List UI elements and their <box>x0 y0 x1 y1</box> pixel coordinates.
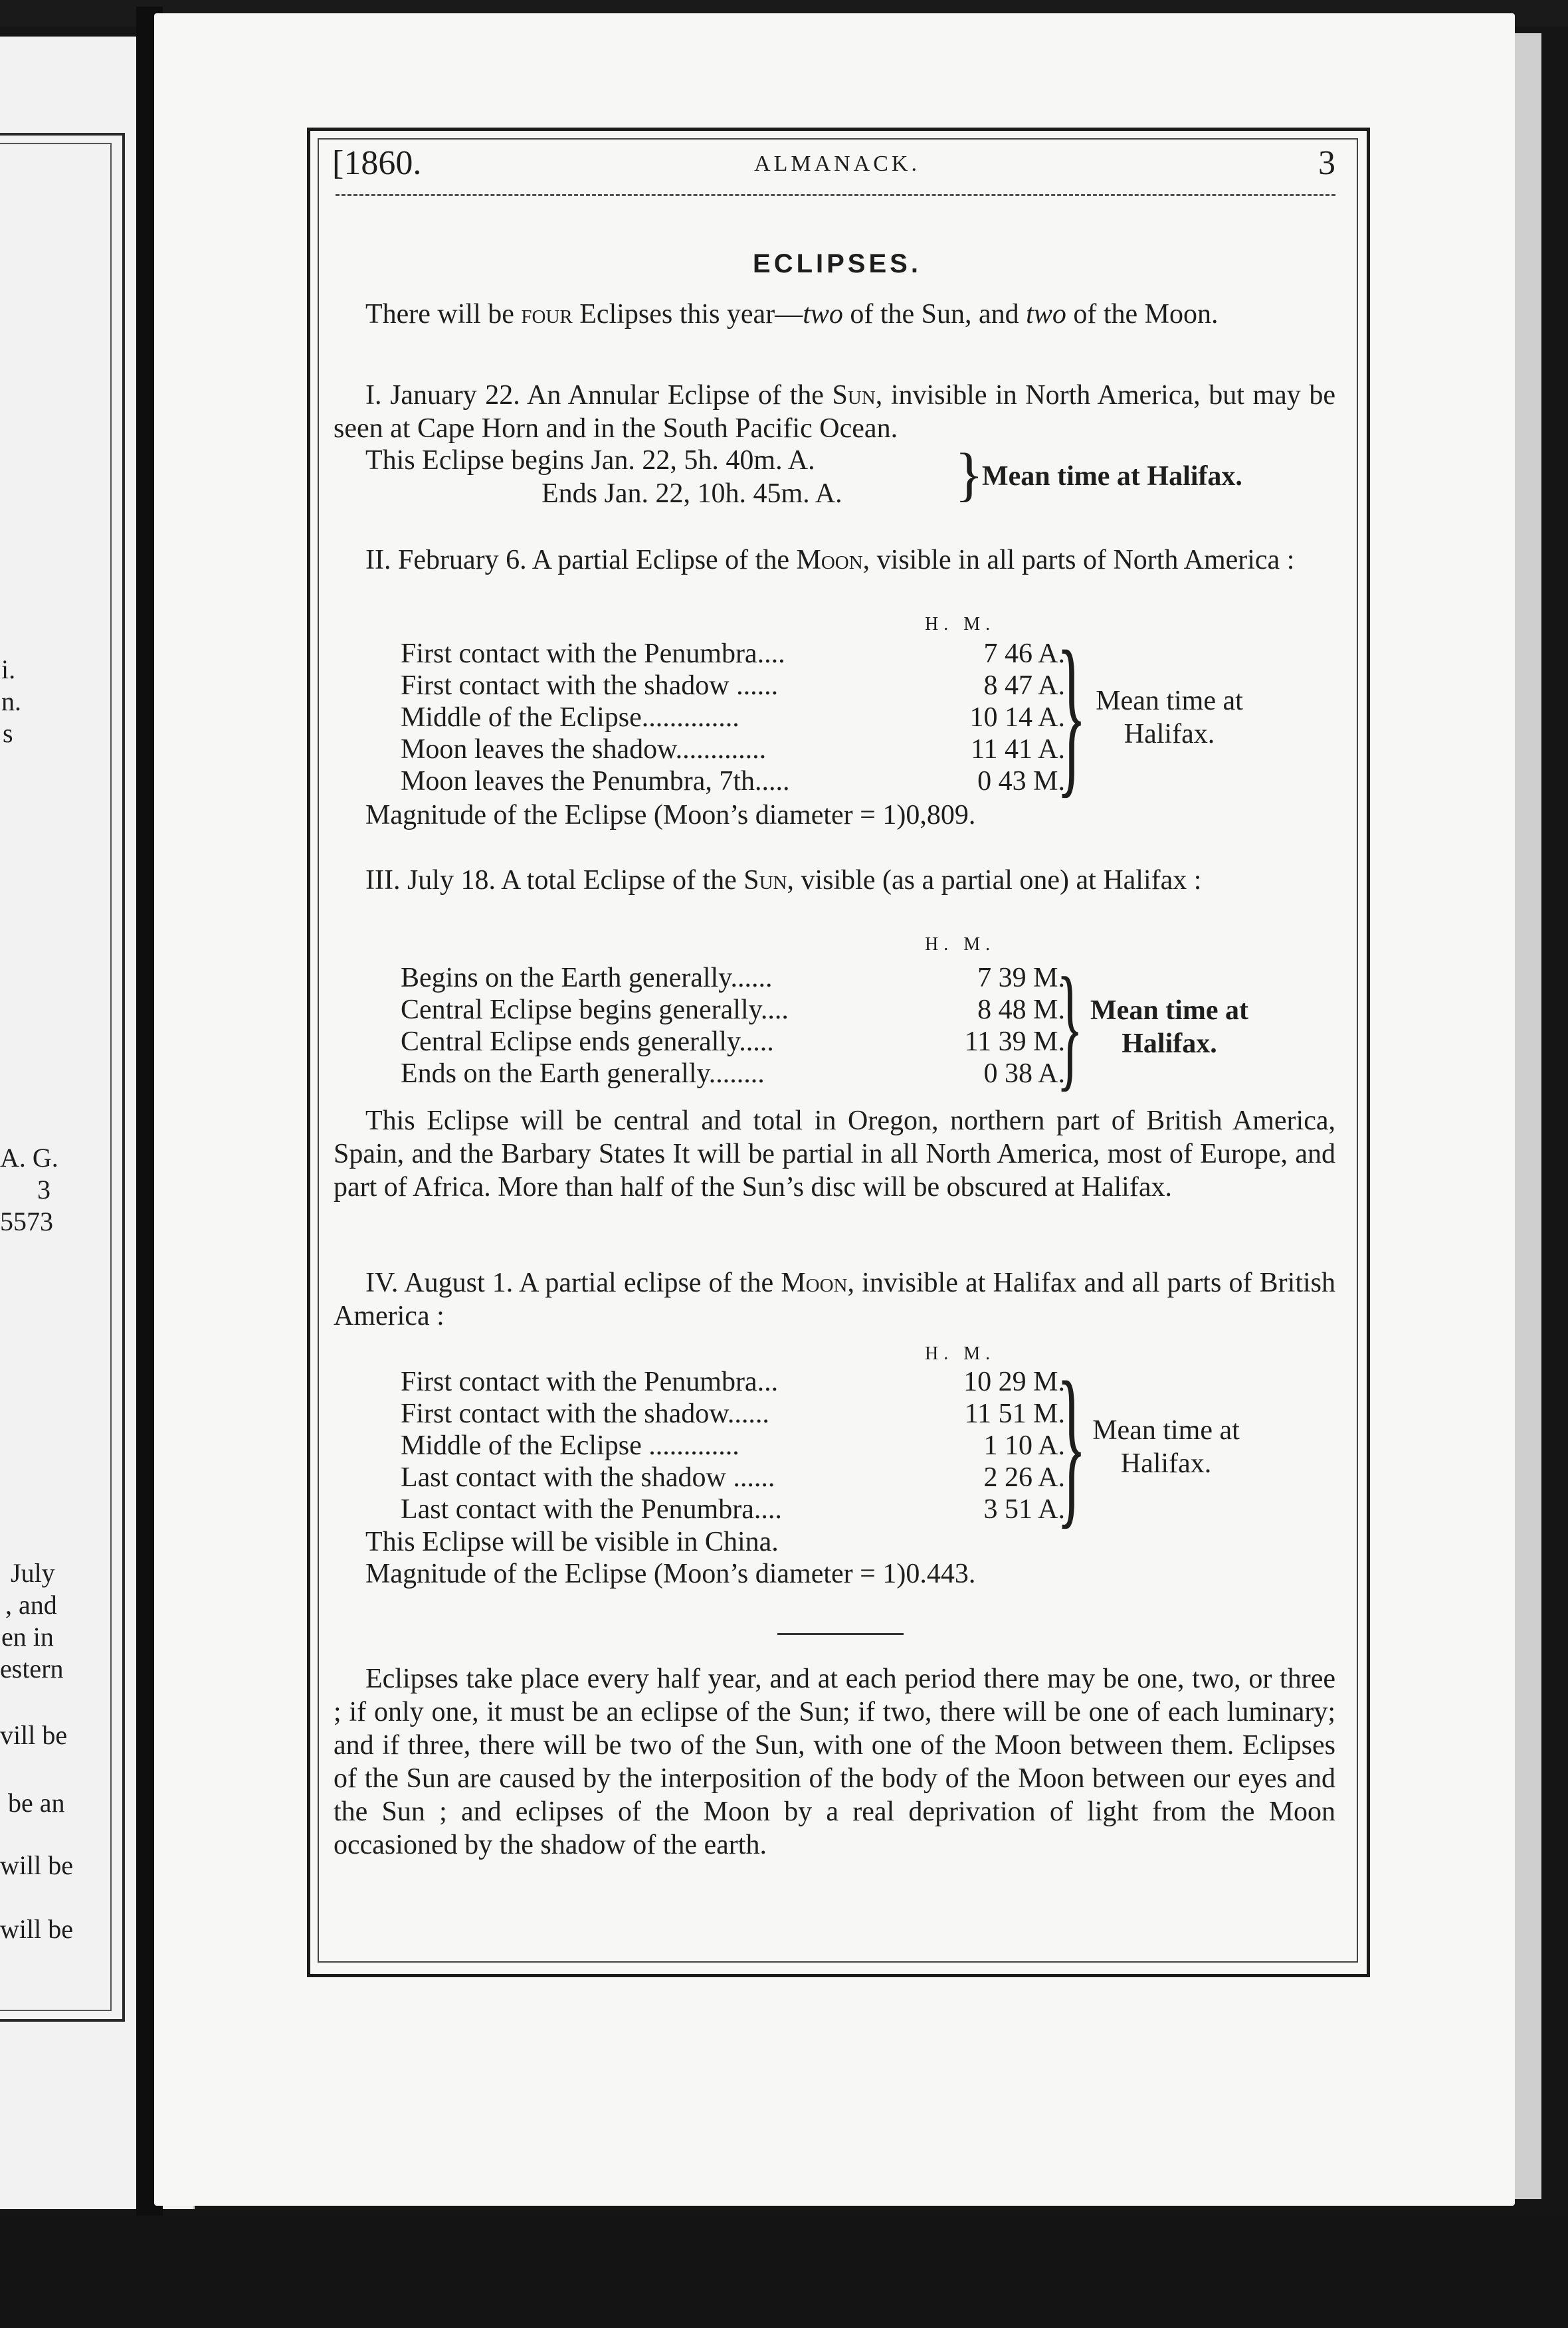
contact-time: 10 14 A. <box>969 702 1065 733</box>
eclipse-1-ends: Ends Jan. 22, 10h. 45m. A. <box>541 478 842 509</box>
left-fragment: A. G. <box>0 1143 58 1173</box>
intro-four: four <box>521 299 573 330</box>
contact-time: 8 48 M. <box>977 995 1065 1025</box>
brace-icon: } <box>1056 949 1084 1104</box>
contact-label: Begins on the Earth generally...... <box>401 963 773 993</box>
contact-label: First contact with the shadow...... <box>401 1399 769 1429</box>
eclipse-3-mean-time-note: Mean time at Halifax. <box>1090 995 1248 1059</box>
eclipse-3-sun: Sun <box>743 865 787 896</box>
section-title: ECLIPSES. <box>753 249 922 278</box>
eclipse-4-text: IV. August 1. A partial eclipse of the <box>365 1268 781 1298</box>
intro-text: Eclipses this year— <box>572 299 803 330</box>
contact-time: 11 41 A. <box>971 734 1065 765</box>
eclipse-2-moon: Moon <box>796 545 863 575</box>
eclipse-4-paragraph <box>334 1266 1335 1333</box>
eclipse-4-china: This Eclipse will be visible in China. <box>365 1527 779 1557</box>
brace-icon: } <box>1056 615 1087 813</box>
eclipse-4-hm-header: H. M. <box>925 1343 996 1364</box>
left-fragment: i. <box>1 654 16 684</box>
header-year: [1860. <box>332 144 422 182</box>
eclipse-3-description: This Eclipse will be central and total in Oregon, northern part of British America, Spain, and the Barbary States It will be partial in all North America, most of Europe, and part of Africa. More than half of the Sun’s disc will be obscured at Halifax. <box>334 1106 1335 1203</box>
eclipse-2-magnitude: Magnitude of the Eclipse (Moon’s diameter = 1)0,809. <box>365 800 976 830</box>
contact-label: Middle of the Eclipse.............. <box>401 702 739 733</box>
eclipse-4-magnitude: Magnitude of the Eclipse (Moon’s diameter = 1)0.443. <box>365 1559 976 1589</box>
contact-label: Last contact with the Penumbra.... <box>401 1494 782 1525</box>
page-number: 3 <box>1318 144 1335 182</box>
eclipse-1-mean-time-note: Mean time at Halifax. <box>982 461 1242 492</box>
contact-time: 7 39 M. <box>977 963 1065 993</box>
contact-label: Central Eclipse begins generally.... <box>401 995 789 1025</box>
contact-label: First contact with the Penumbra.... <box>401 638 785 669</box>
left-fragment: will be <box>0 1850 73 1880</box>
contact-time: 11 39 M. <box>964 1026 1065 1057</box>
intro-two-moon: two <box>1026 299 1066 330</box>
left-fragment: 5573 <box>0 1207 53 1236</box>
contact-label: Moon leaves the Penumbra, 7th..... <box>401 766 790 797</box>
eclipse-3-paragraph <box>334 864 1335 897</box>
header-rule <box>336 194 1335 196</box>
intro-text: of the Moon. <box>1066 299 1219 330</box>
header-title: ALMANACK. <box>754 151 920 176</box>
eclipse-1-sun: Sun <box>832 380 876 411</box>
eclipse-2-mean-time-note: Mean time at Halifax. <box>1096 686 1243 749</box>
intro-text: of the Sun, and <box>842 299 1027 330</box>
running-header <box>332 140 1342 186</box>
left-fragment: n. <box>1 686 21 716</box>
contact-time: 0 43 M. <box>977 766 1065 797</box>
contact-label: Moon leaves the shadow............. <box>401 734 767 765</box>
contact-label: First contact with the Penumbra... <box>401 1367 779 1397</box>
left-fragment: estern <box>0 1654 64 1684</box>
eclipse-3-hm-header: H. M. <box>925 934 996 955</box>
contact-label: First contact with the shadow ...... <box>401 670 779 701</box>
closing-paragraph: Eclipses take place every half year, and at each period there may be one, two, or three ; if only one, it must be an eclipse of the Sun; if two, there will be one of each luminary; and if three, there will be two of the Sun, with one of the Moon between them. Eclipses of the Sun are caused by the interposition of the body of the Moon between our eyes and the Sun ; and eclipses of the Moon by a real deprivation of light from the Moon occasioned by the shadow of the earth. <box>334 1664 1335 1860</box>
contact-time: 2 26 A. <box>983 1462 1065 1493</box>
left-fragment: will be <box>0 1914 73 1944</box>
eclipse-2-hm-header: H. M. <box>925 614 996 634</box>
contact-label: Last contact with the shadow ...... <box>401 1462 775 1493</box>
eclipse-1-begins: This Eclipse begins Jan. 22, 5h. 40m. A. <box>365 445 815 476</box>
intro-text: There will be <box>365 299 522 330</box>
contact-time: 7 46 A. <box>983 638 1065 669</box>
eclipse-3-text: , visible (as a partial one) at Halifax : <box>787 865 1202 896</box>
brace-icon: } <box>955 442 984 508</box>
section-separator <box>777 1633 904 1635</box>
eclipse-2-text: II. February 6. A partial Eclipse of the <box>365 545 797 575</box>
left-fragment: , and <box>5 1590 57 1620</box>
eclipse-2-paragraph <box>334 543 1335 577</box>
eclipse-1-text: I. January 22. An Annular Eclipse of the <box>365 380 833 411</box>
left-fragment: en in <box>1 1622 54 1652</box>
left-fragment: s <box>3 718 13 748</box>
contact-time: 11 51 M. <box>964 1399 1065 1429</box>
eclipse-3-text: III. July 18. A total Eclipse of the <box>365 865 744 896</box>
eclipse-2-text: , visible in all parts of North America : <box>862 545 1295 575</box>
left-fragment: be an <box>8 1788 65 1818</box>
left-fragment: vill be <box>0 1720 68 1750</box>
intro-two-sun: two <box>803 299 843 330</box>
contact-time: 8 47 A. <box>983 670 1065 701</box>
left-fragment: July <box>11 1558 55 1588</box>
scan-bottom-edge <box>0 2216 1568 2328</box>
left-fragment: 3 <box>37 1175 50 1205</box>
brace-icon: } <box>1056 1345 1087 1544</box>
contact-time: 3 51 A. <box>983 1494 1065 1525</box>
eclipse-4-text: , invisible at Halifax and all parts of British America : <box>334 1268 1336 1331</box>
eclipse-1-paragraph <box>334 379 1335 445</box>
contact-label: Ends on the Earth generally........ <box>401 1058 765 1089</box>
eclipse-1-text: , invisible in North America, but may be seen at Cape Horn and in the South Pacific Ocean. <box>334 380 1335 444</box>
contact-label: Middle of the Eclipse ............. <box>401 1430 739 1461</box>
contact-time: 1 10 A. <box>983 1430 1065 1461</box>
eclipse-4-mean-time-note: Mean time at Halifax. <box>1092 1415 1240 1479</box>
intro-paragraph <box>334 298 1335 331</box>
contact-time: 0 38 A. <box>983 1058 1065 1089</box>
contact-label: Central Eclipse ends generally..... <box>401 1026 774 1057</box>
contact-time: 10 29 M. <box>963 1367 1065 1397</box>
eclipse-4-moon: Moon <box>781 1268 848 1298</box>
